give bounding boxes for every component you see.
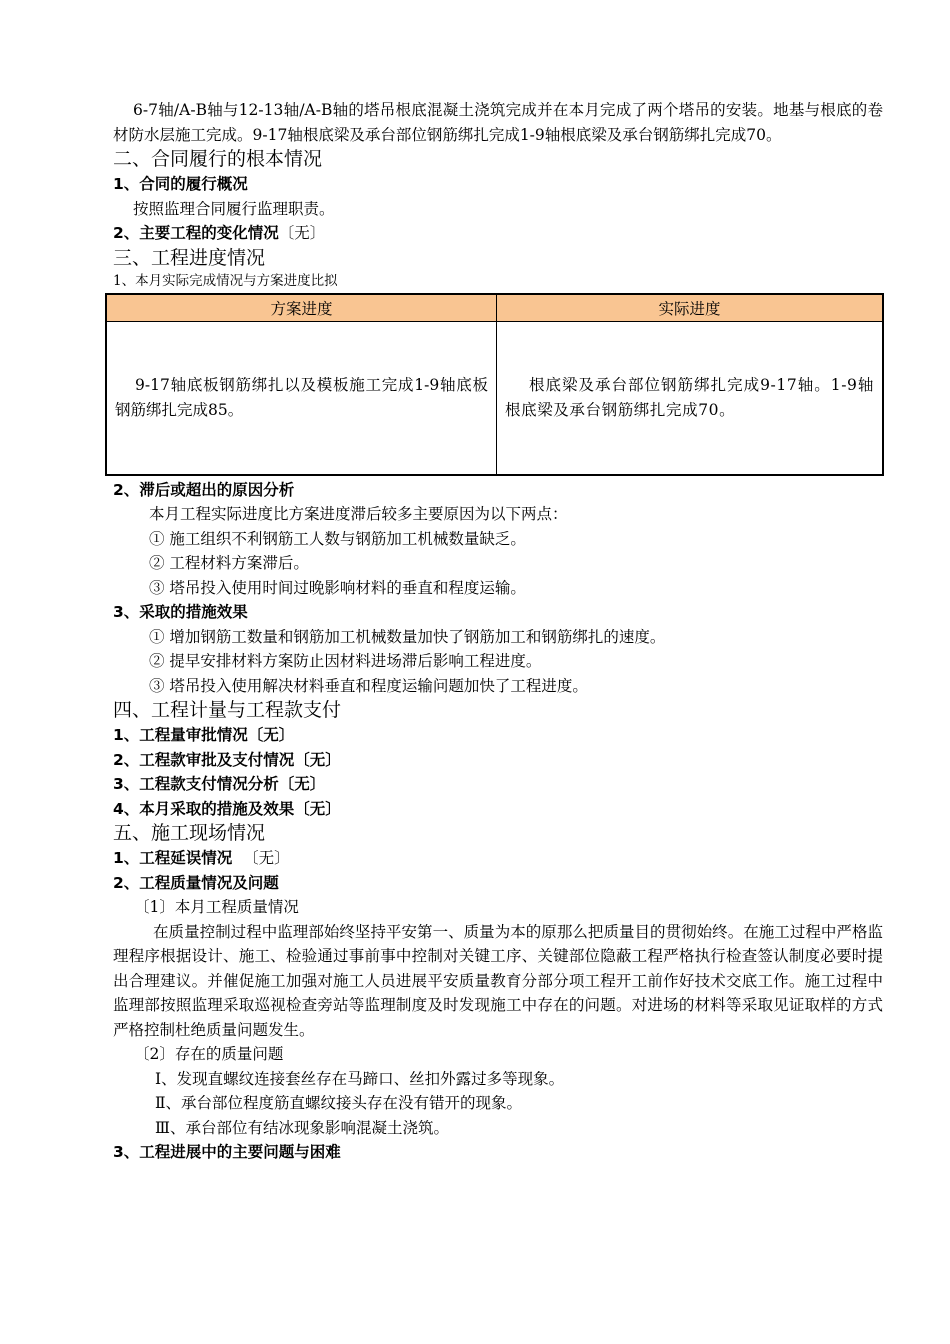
s4-item: 4、本月采取的措施及效果〔无〕	[113, 799, 341, 818]
plan-column-header: 方案进度	[106, 294, 497, 322]
reason-item: ② 工程材料方案滞后。	[149, 554, 309, 572]
s5-heading-1-suffix: 〔无〕	[243, 849, 290, 867]
s5-heading-3: 3、工程进展中的主要问题与困难	[113, 1143, 341, 1161]
section-4-title: 四、工程计量与工程款支付	[113, 699, 342, 721]
s2-heading-2	[113, 221, 883, 246]
quality-issue: Ⅰ、发现直螺纹连接套丝存在马蹄口、丝扣外露过多等现象。	[155, 1069, 565, 1088]
reasons-intro: 本月工程实际进度比方案进度滞后较多主要原因为以下两点：	[149, 505, 568, 523]
s5-heading-2: 2、工程质量情况及问题	[113, 873, 279, 892]
measure-item: ② 提早安排材料方案防止因材料进场滞后影响工程进度。	[149, 652, 542, 670]
actual-progress-cell: 根底梁及承台部位钢筋绑扎完成9-17轴。1-9轴根底梁及承台钢筋绑扎完成70。	[497, 321, 884, 475]
quality-issue: Ⅱ、承台部位程度筋直螺纹接头存在没有错开的现象。	[155, 1094, 523, 1112]
section-2-title: 二、合同履行的根本情况	[113, 148, 323, 170]
reason-item: ① 施工组织不利钢筋工人数与钢筋加工机械数量缺乏。	[149, 529, 526, 548]
plan-progress-cell: 9-17轴底板钢筋绑扎以及模板施工完成1-9轴底板钢筋绑扎完成85。	[106, 321, 497, 475]
s2-paragraph-1: 按照监理合同履行监理职责。	[133, 199, 335, 218]
quality-subtitle-2: 〔2〕存在的质量问题	[134, 1045, 284, 1063]
reason-item: ③ 塔吊投入使用时间过晚影响材料的垂直和程度运输。	[149, 578, 526, 597]
s2-heading-2-suffix: 〔无〕	[278, 224, 326, 242]
progress-table	[105, 293, 884, 476]
actual-column-header: 实际进度	[497, 294, 884, 322]
s4-item: 3、工程款支付情况分析〔无〕	[113, 775, 326, 793]
s5-heading-1	[113, 846, 883, 871]
intro-paragraph: 6-7轴/A-B轴与12-13轴/A-B轴的塔吊根底混凝土浇筑完成并在本月完成了两个塔吊的安装。地基与根底的卷材防水层施工完成。9-17轴根底梁及承台部位钢筋绑扎完成1-9轴根底梁及承台钢筋绑扎完成70。	[113, 101, 883, 144]
s2-heading-2-label: 2、主要工程的变化情况	[113, 224, 279, 242]
s4-item: 2、工程款审批及支付情况〔无〕	[113, 750, 341, 769]
measure-item: ③ 塔吊投入使用解决材料垂直和程度运输问题加快了工程进度。	[149, 676, 588, 695]
section-5-title: 五、施工现场情况	[113, 822, 266, 844]
s3-subtitle: 1、本月实际完成情况与方案进度比拟	[113, 272, 338, 289]
s4-item: 1、工程量审批情况〔无〕	[113, 726, 295, 744]
measure-item: ① 增加钢筋工数量和钢筋加工机械数量加快了钢筋加工和钢筋绑扎的速度。	[149, 627, 666, 646]
s2-heading-1: 1、合同的履行概况	[113, 175, 248, 193]
quality-subtitle-1: 〔1〕本月工程质量情况	[134, 898, 299, 916]
quality-paragraph: 在质量控制过程中监理部始终坚持平安第一、质量为本的原那么把质量目的贯彻始终。在施工过程中严格监理程序根据设计、施工、检验通过事前事中控制对关键工序、关键部位隐蔽工程严格执行检查签认制度必要时提出合理建议。并催促施工加强对施工人员进展平安质量教育分部分项工程开工前作好技术交底工作。施工过程中监理部按照监理采取巡视检查旁站等监理制度及时发现施工中存在的问题。对进场的材料等采取见证取样的方式严格控制杜绝质量问题发生。	[113, 922, 883, 1039]
s3-heading-2: 2、滞后或超出的原因分析	[113, 480, 295, 499]
section-3-title: 三、工程进度情况	[113, 246, 266, 269]
s5-heading-1-label: 1、工程延误情况	[113, 849, 233, 867]
quality-issue: Ⅲ、承台部位有结冰现象影响混凝土浇筑。	[155, 1118, 449, 1137]
s3-heading-3: 3、采取的措施效果	[113, 603, 248, 621]
document-page	[113, 98, 883, 1165]
